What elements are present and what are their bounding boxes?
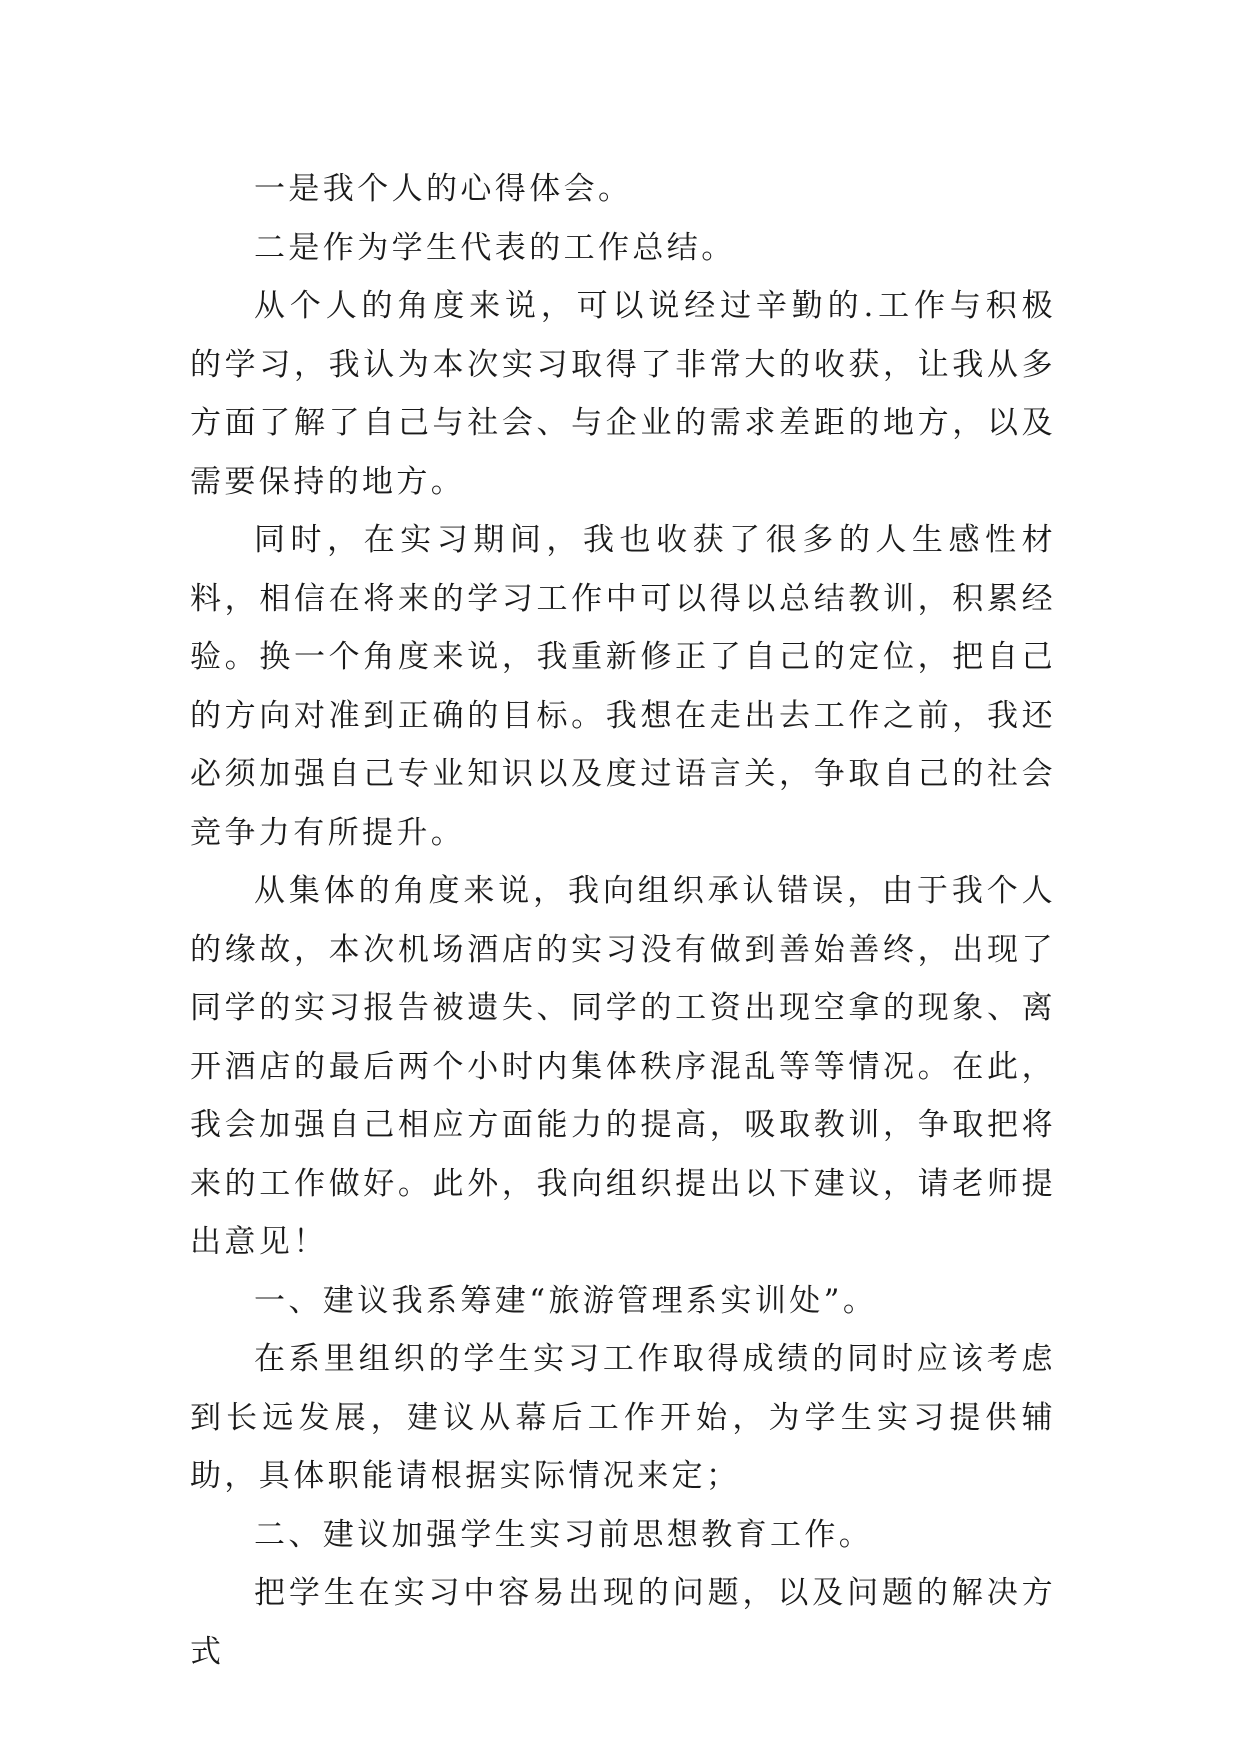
paragraph-1: 一是我个人的心得体会。 — [254, 171, 633, 207]
paragraph-2: 二是作为学生代表的工作总结。 — [254, 229, 736, 266]
paragraph-5: 从集体的角度来说，我向组织承认错误，由于我个人的缘故，本次机场酒店的实习没有做到善始善终，出现了同学的实习报告被遗失、同学的工资出现空拿的现象、离开酒店的最后两个小时内集体秩序混乱等等情况。在此，我会加强自己相应方面能力的提高，吸取教训，争取把将来的工作做好。此外，我向组织提出以下建议，请老师提出意见！ — [190, 873, 1056, 1260]
paragraph-7: 在系里组织的学生实习工作取得成绩的同时应该考虑到长远发展，建议从幕后工作开始，为学生实习提供辅助，具体职能请根据实际情况来定； — [190, 1341, 1056, 1494]
paragraph-4: 同时，在实习期间，我也收获了很多的人生感性材料，相信在将来的学习工作中可以得以总结教训，积累经验。换一个角度来说，我重新修正了自己的定位，把自己的方向对准到正确的目标。我想在走出去工作之前，我还必须加强自己专业知识以及度过语言关，争取自己的社会竞争力有所提升。 — [190, 522, 1056, 851]
paragraph-3: 从个人的角度来说，可以说经过辛勤的.工作与积极的学习，我认为本次实习取得了非常大的收获，让我从多方面了解了自己与社会、与企业的需求差距的地方，以及需要保持的地方。 — [190, 288, 1056, 500]
body-text — [190, 160, 1056, 1681]
paragraph-8: 二、建议加强学生实习前思想教育工作。 — [254, 1516, 874, 1553]
paragraph-6: 一、建议我系筹建“旅游管理系实训处”。 — [254, 1282, 878, 1319]
paragraph-9: 把学生在实习中容易出现的问题，以及问题的解决方式 — [190, 1575, 1056, 1670]
